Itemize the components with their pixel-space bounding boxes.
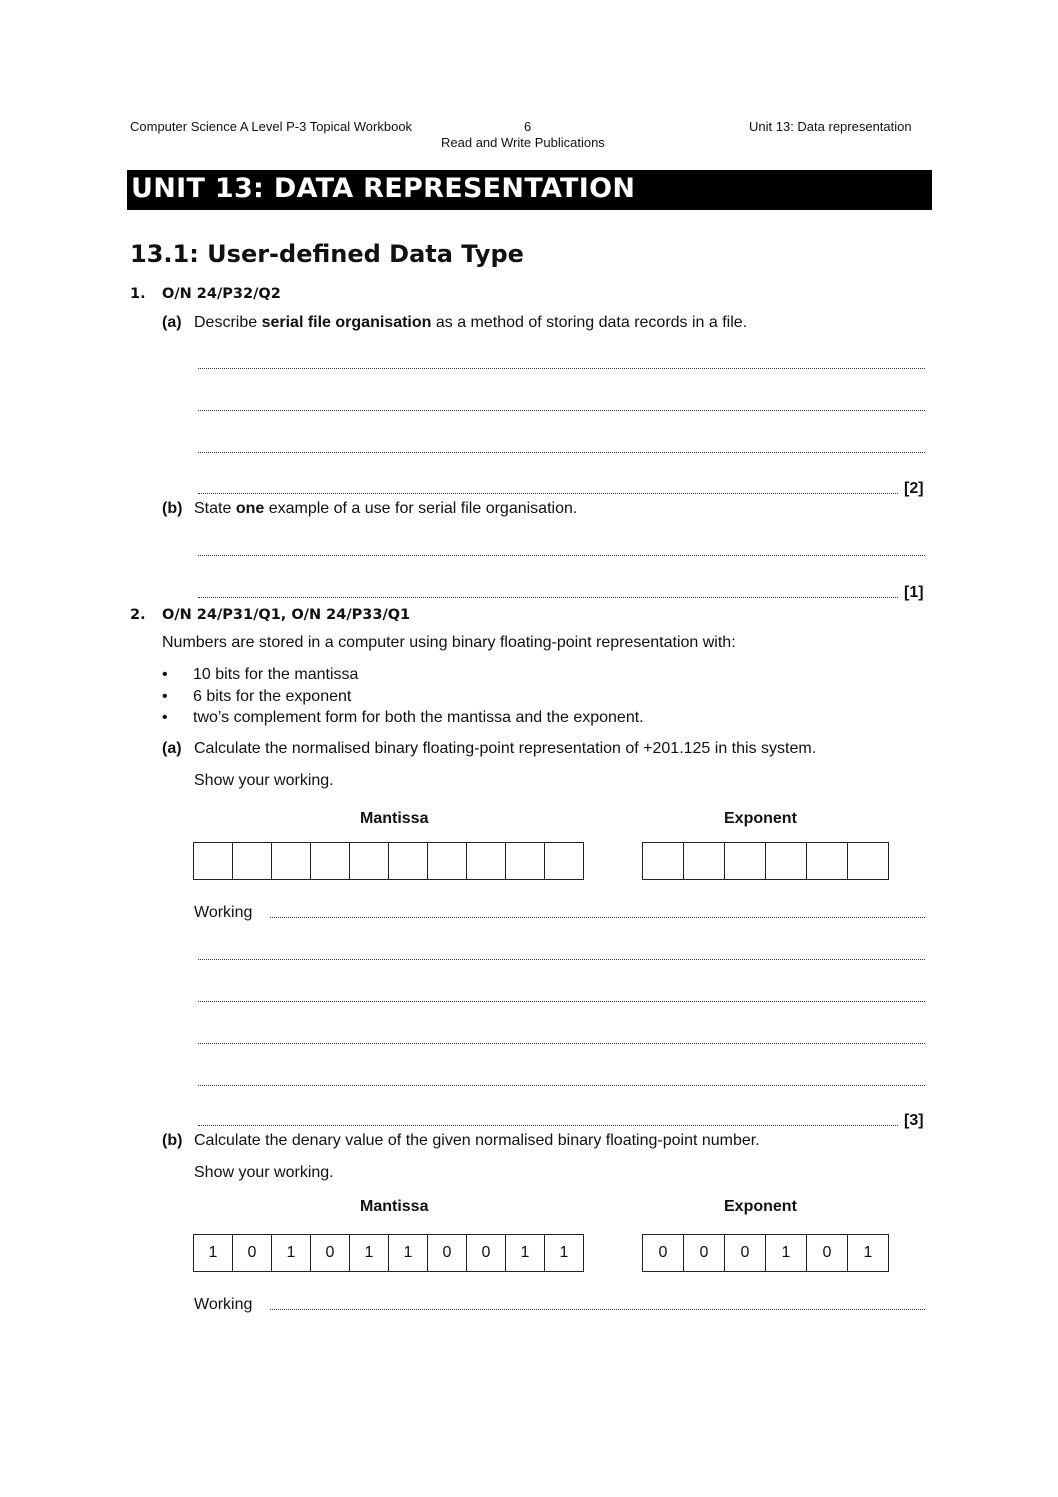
answer-line[interactable]	[198, 451, 925, 453]
bullet-item: • 10 bits for the mantissa	[162, 666, 359, 683]
mantissa-bit: 1	[544, 1234, 584, 1272]
answer-line[interactable]	[198, 367, 925, 369]
q1b-text-end: example of a use for serial file organisation.	[264, 500, 578, 517]
header-right: Unit 13: Data representation	[749, 119, 912, 134]
answer-line[interactable]	[270, 1308, 925, 1310]
exponent-boxes	[642, 842, 889, 880]
exponent-bit-input[interactable]	[806, 842, 848, 880]
mantissa-bit-input[interactable]	[349, 842, 389, 880]
mantissa-bit-input[interactable]	[544, 842, 584, 880]
mantissa-bit-input[interactable]	[427, 842, 467, 880]
mantissa-bit-input[interactable]	[466, 842, 506, 880]
answer-line[interactable]	[270, 916, 925, 918]
mantissa-bit-input[interactable]	[271, 842, 311, 880]
question-ref: O/N 24/P31/Q1, O/N 24/P33/Q1	[162, 607, 411, 623]
mantissa-boxes	[193, 1234, 584, 1272]
header-left: Computer Science A Level P-3 Topical Workbook	[130, 119, 413, 134]
mantissa-bit: 0	[310, 1234, 350, 1272]
mantissa-bit-input[interactable]	[310, 842, 350, 880]
q1a-text: Describe	[194, 314, 262, 331]
show-working: Show your working.	[194, 772, 334, 789]
mantissa-bit-input[interactable]	[505, 842, 545, 880]
q2b-text: Calculate the denary value of the given normalised binary floating-point number.	[194, 1132, 760, 1149]
mantissa-bit: 0	[232, 1234, 272, 1272]
exponent-bit: 0	[642, 1234, 684, 1272]
exponent-bit-input[interactable]	[847, 842, 889, 880]
q1a-text-bold: serial file organisation	[261, 314, 432, 331]
exponent-bit-input[interactable]	[765, 842, 807, 880]
bullet-text: two’s complement form for both the mantissa and the exponent.	[193, 709, 644, 726]
page-number: 6	[524, 119, 532, 134]
q2a-prompt	[162, 740, 816, 758]
part-label: (b)	[162, 500, 183, 517]
bullet-item: • 6 bits for the exponent	[162, 688, 352, 705]
bullet-text: 10 bits for the mantissa	[193, 666, 359, 683]
exponent-boxes	[642, 1234, 889, 1272]
mantissa-boxes	[193, 842, 584, 880]
mantissa-label: Mantissa	[360, 1198, 429, 1215]
mantissa-bit: 0	[427, 1234, 467, 1272]
answer-line[interactable]	[198, 554, 925, 556]
answer-line[interactable]	[198, 1000, 925, 1002]
mantissa-bit: 0	[466, 1234, 506, 1272]
exponent-bit-input[interactable]	[642, 842, 684, 880]
answer-line[interactable]	[198, 1084, 925, 1086]
mantissa-bit: 1	[271, 1234, 311, 1272]
working-label: Working	[194, 904, 253, 921]
unit-title-bar	[127, 170, 932, 210]
mantissa-bit: 1	[349, 1234, 389, 1272]
answer-line[interactable]	[198, 596, 898, 598]
section-title: 13.1: User-defined Data Type	[130, 240, 524, 268]
exponent-bit: 0	[683, 1234, 725, 1272]
bullet-text: 6 bits for the exponent	[193, 688, 352, 705]
marks: [3]	[904, 1112, 924, 1129]
mantissa-bit: 1	[193, 1234, 233, 1272]
question-number: 2.	[130, 607, 146, 623]
exponent-label: Exponent	[724, 810, 797, 827]
exponent-bit: 1	[847, 1234, 889, 1272]
question-number: 1.	[130, 286, 146, 302]
answer-line[interactable]	[198, 409, 925, 411]
mantissa-bit-input[interactable]	[388, 842, 428, 880]
q1b-text-bold: one	[235, 500, 265, 517]
q1b-prompt	[162, 500, 577, 518]
marks: [1]	[904, 584, 924, 601]
question-ref: O/N 24/P32/Q2	[162, 286, 281, 302]
answer-line[interactable]	[198, 492, 898, 494]
exponent-bit: 0	[806, 1234, 848, 1272]
part-label: (a)	[162, 740, 182, 757]
q1a-prompt	[162, 314, 747, 332]
unit-title: UNIT 13: DATA REPRESENTATION	[131, 173, 636, 204]
mantissa-bit: 1	[505, 1234, 545, 1272]
question-2-heading	[130, 607, 410, 623]
q2a-text: Calculate the normalised binary floating-point representation of +201.125 in this system.	[194, 740, 817, 757]
exponent-bit-input[interactable]	[724, 842, 766, 880]
part-label: (b)	[162, 1132, 183, 1149]
show-working: Show your working.	[194, 1164, 334, 1181]
q1a-text-end: as a method of storing data records in a file.	[431, 314, 748, 331]
q1b-text: State	[194, 500, 236, 517]
q2b-prompt	[162, 1132, 760, 1150]
exponent-bit: 0	[724, 1234, 766, 1272]
working-label: Working	[194, 1296, 253, 1313]
exponent-bit-input[interactable]	[683, 842, 725, 880]
answer-line[interactable]	[198, 958, 925, 960]
mantissa-bit-input[interactable]	[193, 842, 233, 880]
mantissa-label: Mantissa	[360, 810, 429, 827]
marks: [2]	[904, 480, 924, 497]
mantissa-bit: 1	[388, 1234, 428, 1272]
answer-line[interactable]	[198, 1042, 925, 1044]
question-1-heading	[130, 286, 281, 302]
part-label: (a)	[162, 314, 182, 331]
mantissa-bit-input[interactable]	[232, 842, 272, 880]
exponent-label: Exponent	[724, 1198, 797, 1215]
bullet-item: • two’s complement form for both the mantissa and the exponent.	[162, 709, 644, 726]
exponent-bit: 1	[765, 1234, 807, 1272]
q2-intro: Numbers are stored in a computer using binary floating-point representation with:	[162, 634, 736, 651]
publisher: Read and Write Publications	[441, 135, 605, 150]
answer-line[interactable]	[198, 1124, 898, 1126]
